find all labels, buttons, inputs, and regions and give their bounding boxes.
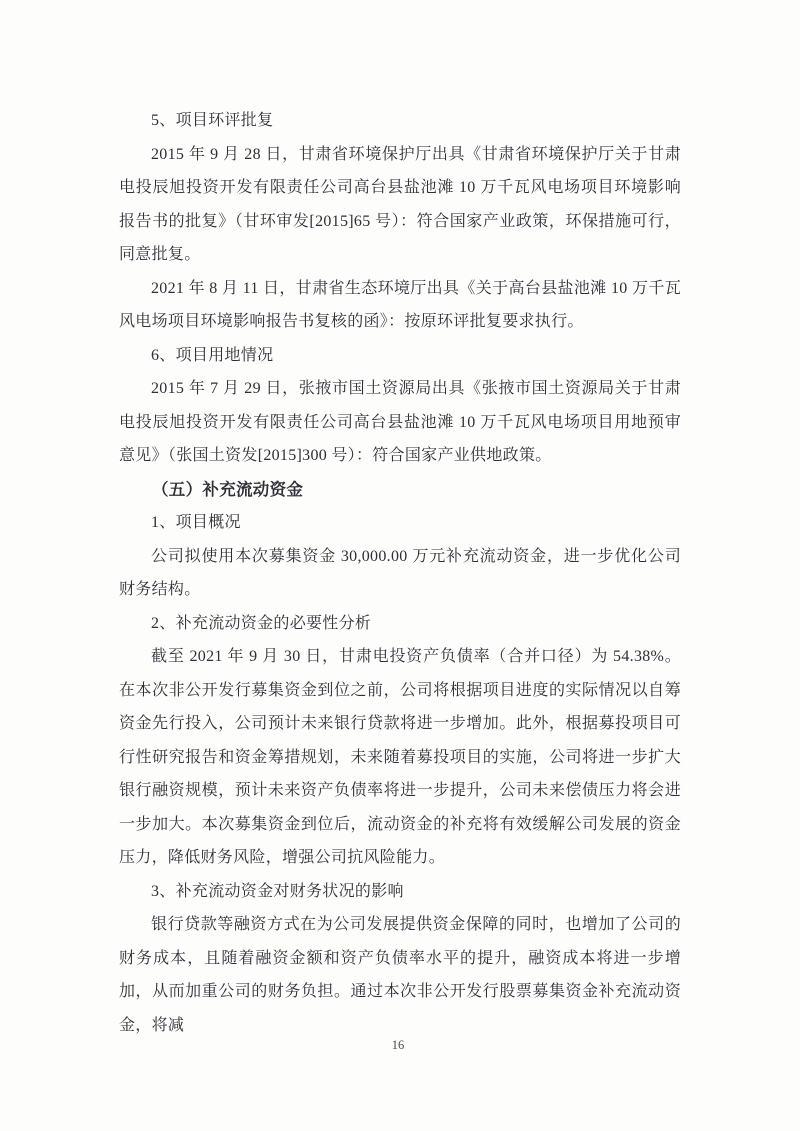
paragraph-project-overview: 公司拟使用本次募集资金 30,000.00 万元补充流动资金，进一步优化公司财务结构。 xyxy=(119,547,681,598)
section-heading-env-approval: 5、项目环评批复 xyxy=(151,112,274,129)
subsection-heading-project-overview: 1、项目概况 xyxy=(151,514,241,531)
paragraph-financial-impact: 银行贷款等融资方式在为公司发展提供资金保障的同时，也增加了公司的财务成本，且随着融资金额和资产负债率水平的提升，融资成本将进一步增加，从而加重公司的财务负担。通过本次非公开发行股票募集资金补充流动资金，将减 xyxy=(119,916,681,1034)
paragraph-env-approval-2015: 2015 年 9 月 28 日，甘肃省环境保护厅出具《甘肃省环境保护厅关于甘肃电投辰旭投资开发有限责任公司高台县盐池滩 10 万千瓦风电场项目环境影响报告书的批复》（甘环审发[2015]65 号）：符合国家产业政策，环保措施可行，同意批复。 xyxy=(119,145,681,263)
paragraph-env-review-2021: 2021 年 8 月 11 日，甘肃省生态环境厅出具《关于高台县盐池滩 10 万千瓦风电场项目环境影响报告书复核的函》：按原环评批复要求执行。 xyxy=(119,279,681,330)
document-body xyxy=(119,104,681,1042)
paragraph-necessity-analysis: 截至 2021 年 9 月 30 日，甘肃电投资产负债率（合并口径）为 54.38%。在本次非公开发行募集资金到位之前，公司将根据项目进度的实际情况以自筹资金先行投入，公司预计未来银行贷款将进一步增加。此外，根据募投项目可行性研究报告和资金筹措规划，未来随着募投项目的实施，公司将进一步扩大银行融资规模，预计未来资产负债率将进一步提升，公司未来偿债压力将会进一步加大。本次募集资金到位后，流动资金的补充将有效缓解公司发展的资金压力，降低财务风险，增强公司抗风险能力。 xyxy=(119,648,681,866)
subsection-heading-financial-impact: 3、补充流动资金对财务状况的影响 xyxy=(151,882,404,900)
section-heading-working-capital: （五）补充流动资金 xyxy=(152,479,304,499)
section-heading-land-use: 6、项目用地情况 xyxy=(151,346,274,364)
paragraph-land-use-2015: 2015 年 7 月 29 日，张掖市国土资源局出具《张掖市国土资源局关于甘肃电投辰旭投资开发有限责任公司高台县盐池滩 10 万千瓦风电场项目用地预审意见》（张国土资发[2015]300 号）：符合国家产业供地政策。 xyxy=(119,380,681,464)
page-number: 16 xyxy=(391,1038,405,1052)
subsection-heading-necessity: 2、补充流动资金的必要性分析 xyxy=(151,614,372,632)
